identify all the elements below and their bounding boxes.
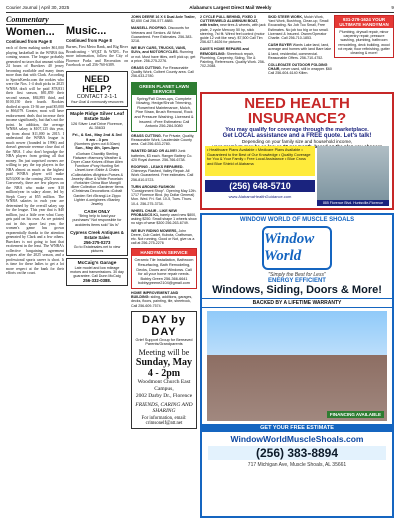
insurance-photo-caption: 885 Florence Blvd. Huntsville-Florence [317, 200, 389, 206]
handyman-box-column [334, 15, 394, 91]
estate-sale-title: Maple Ridge Silver Leaf Estate Sale [70, 111, 124, 122]
ww-quote: GET YOUR FREE ESTIMATE [202, 424, 392, 432]
classified-ad-title: WE BUY CARS, TRUCKS, VANS, SUVs, and MOTORCYCLES. [131, 46, 187, 55]
classified-ad [200, 47, 266, 68]
handyman-title: HANDYMAN SERVICE [132, 249, 196, 256]
insurance-sub-1: You may qualify for coverage through the marketplace. [225, 127, 369, 133]
classified-ad [131, 15, 197, 23]
music-body: Burnes, First Metro Bank, and Big River Broadcasting - WQLT & WXFL. For more information, follow the City of Florence Parks and Recreation on Facebook or call 256-760-6389. [66, 45, 128, 67]
cypress-title: Cypress Creek Antiques & Estate Sales [70, 229, 124, 240]
continued-line-music: Continued from Page 8 [66, 38, 112, 43]
classified-ad-title: TURN AROUND FASHION [131, 184, 175, 189]
insurance-phone: (256) 648-5710 [205, 180, 315, 192]
handyman-ad [131, 248, 197, 289]
classified-ad-title: WANTED DEAD OR ALIVE! [131, 149, 178, 154]
dbd-info: For information, email: crimsonelf@att.net [141, 415, 187, 426]
ultimate-handyman-body: Plumbing, drywall repair, minor carpentry repair, pressure washing, plumbing, bathroom remodeling, deck building, wood rot repair, floor refinishing, gutter cleaning & more! [338, 30, 390, 56]
classified-ad-body: "Consignment Shop". Opening May 12th. 1717 Florence Blvd. (by Dollar General) Mon. Wed. Fri. Sat. 10-5, Tues. Thurs. 10-4. 256-275-3734. [131, 189, 197, 206]
dbd-date: Sunday, May 4 - 2pm [135, 356, 193, 379]
music-column [66, 15, 128, 515]
classified-ad [131, 26, 197, 43]
ww-phone: (256) 383-8894 [208, 446, 386, 460]
classified-ad-body: siding, additions, garages, decks, floors, painting, tile, sheetrock, Call 256-609-7574. [131, 295, 193, 308]
ww-logo: Window World [262, 226, 332, 270]
ww-financing: FINANCING AVAILABLE [327, 411, 384, 418]
classified-ad-title: JOHN DEERE 16 X 6 Dual Axle Trailer, [131, 15, 196, 19]
header-center: Alabama's Largest Direct Mail Weekly [189, 5, 272, 10]
classified-ad-body: Discounts for Veterans and Seniors. All Work Guaranteed. Free Estimates. 256-383-3218. [131, 26, 193, 44]
classifieds-column-3 [131, 15, 197, 515]
estate-sale-address: 126 Silver Leaf Drive Florence, AL 35633 [70, 121, 124, 130]
classified-ad-title: COLLEGIATE OUTDOOR FOLDING CHAIR, [268, 63, 328, 72]
classified-ad-title: ROOFING - LEAKS REPAIRED. [131, 165, 184, 170]
cypress-web: Go to Estatesales.net to view pictures [73, 244, 121, 253]
insurance-features: • Healthcare Plans Available • Medicare Plans Available • Guaranteed to the Best of Our Knowledge • Quality Coverage for You & Your Family • Free Local Assistance • Blue Cross and Blue Shield of Alabama [205, 146, 315, 176]
mccaig-title: McCaig's Garage [77, 260, 117, 266]
header-left: Courier Journal | April 30, 2025 [6, 5, 70, 10]
dbd-place-1: Woodmont Church East Campus, [137, 378, 191, 392]
page-header [6, 3, 394, 13]
classifieds-column-4 [200, 15, 266, 91]
insurance-sub-2: Get LOCAL assistance and a FREE quote. Let's talk! [222, 133, 372, 139]
green-planet-title: GREEN PLANET LAWN SERVICES [132, 83, 196, 95]
classified-ad-body: John Deere, Cub Cadet, Kubota, Craftsman, etc. Not running, Good or Not, give us a call at 256-275-2276 [131, 228, 195, 246]
classified-ad-body: Mulch Work, Yard Work, Bushhog, Clean-up, Small Excavating. No Job Too Small, Free Estimates. No job too big or too small. Licensed & Insured. Owner/Operator Charlie. Call 256-710-1853. [268, 15, 329, 41]
dbd-logo: DAY by DAY [142, 313, 186, 338]
classified-ad-body: Running or not. Must have titles, we'll pick up, get a price. 256-275-2276. [131, 50, 196, 63]
day-by-day-ad [131, 311, 197, 429]
need-help-box [66, 71, 128, 107]
need-help-sub: Your Goal & community resources [70, 99, 124, 104]
insurance-line-1: Depending on your family size and household income, [241, 139, 353, 144]
ww-energy: ENERGY EFFICIENT [268, 278, 326, 284]
classified-ad [131, 66, 197, 79]
health-insurance-ad [200, 92, 394, 210]
classified-ad-body: For Reasonable Quality Work, Colbert County area. Call 256-633-2780. [131, 66, 194, 79]
estate-sale-numbers: (Numbers given out 8:30am) [74, 141, 120, 146]
classified-ad-title: WHEEL CHAIR - LIKE NEW PROBASICS K1, [131, 208, 178, 218]
insurance-url: www.AlabamaHealthGuidance.com [228, 194, 292, 199]
classified-ad-title: 2 CYCLE PULL BEHIND, FIXED 3 CUTTER/WELD ALUMINUM BOAT, with trailer, [200, 15, 259, 28]
continued-line: Continued from Page 8 [6, 39, 52, 44]
cypress-phone: 256-275-0273 [83, 239, 111, 245]
mccaig-phone: 256-332-0388. [83, 278, 111, 284]
insurance-photo [317, 146, 389, 206]
ww-main-text: Windows, Siding, Doors & More! [212, 284, 382, 296]
ww-tagline: "Simply the Best for Less" [268, 272, 326, 278]
article-headline: Women... [6, 26, 55, 38]
estate-sale-ad [66, 109, 128, 256]
dbd-subtitle: Grief Support Group for Bereaved Parents/Grandparents [135, 337, 193, 346]
classified-ad [131, 291, 197, 308]
classified-ad [131, 46, 197, 63]
classified-ad-title: GRASS CUTTING. [131, 133, 163, 138]
estate-sale-time: 9 am - 3 pm [85, 136, 108, 142]
classified-ad-body: $2,650 Call 256-577-8885. [131, 19, 174, 24]
mccaig-ad [66, 258, 128, 287]
classified-ad-title: WE BUY RIDING MOWERS, [131, 228, 179, 233]
ww-top-title: WINDOW WORLD OF MUSCLE SHOALS [239, 217, 355, 223]
classified-ad-title: SKID STEER WORK, [268, 15, 304, 19]
classified-ad [200, 15, 266, 44]
dbd-place-2: 2002 Darby Dr., Florence [135, 392, 193, 399]
classified-ad-body: barely used new $800, asking $250. Small shape 1 wheels show no sign of wear $300 256-263-6749. [131, 213, 197, 226]
classified-ad-body: Junk batteries, $3 each. Ranger Battery Co. 420 Royal Avenue. 256-766-6738. [131, 149, 193, 162]
classified-ad [268, 15, 332, 40]
dbd-friends: FRIENDS, CARING AND SHARING [135, 401, 193, 414]
classified-ad-body: Chimneys Flashed, Valley Repair. All Work Guaranteed. Free estimates. Call 256-810-5723. [131, 169, 194, 182]
classified-ad [131, 185, 197, 206]
insurance-headline: NEED HEALTH INSURANCE? [244, 95, 350, 127]
classified-ad-body: Wants Lake land, land, acreage and homes with land Bare lake & land, residential, commercial. Reasonable Offers. 256-710-4752. [268, 43, 332, 60]
mccaig-body: Late model and low mileage motors and transmissions. 30 day guarantee. Call Dunn McCaig [70, 265, 124, 279]
handyman-body: Ceramic Tile Installation, Bathroom Resurfacing, Bath Remodeling, Decks, Doors and Windows. Call for all your home repair needs. Bobby Green 256-366-6641 bobbygreene2104@gmail.com [134, 258, 194, 286]
ww-house-photo [207, 311, 387, 421]
green-planet-ad [131, 82, 197, 132]
ww-website: WindowWorldMuscleShoals.com [230, 434, 364, 444]
classified-ad [131, 229, 197, 246]
classified-ad-title: DAVE'S HOME REPAIRS and REMODELING: [200, 47, 249, 56]
window-world-ad [200, 213, 394, 518]
classifieds-column-5 [268, 15, 332, 91]
need-help-contact: CONTACT 2-1-1 [76, 93, 118, 100]
estate-sale-note: "Bring help to load your purchases" Not responsible for accidents Items sold "As Is" [72, 214, 122, 227]
need-help-title: NEED HELP? [82, 73, 112, 94]
classified-ad-title: HOME IMPROVEMENT AND BUILDING: [131, 291, 179, 300]
classified-ad-title: MANSELL ROOFING. [131, 26, 169, 31]
ww-backed: BACKED BY A LIFETIME WARRANTY [202, 298, 392, 308]
classified-ad-title: GRASS CUTTING. [131, 66, 163, 71]
classified-ad [131, 149, 197, 162]
section-title: Commentary [6, 15, 64, 25]
ultimate-handyman-title: 931-279-1624 YOUR ULTIMATE HANDYMAN [335, 16, 393, 28]
classified-ad [131, 209, 197, 226]
estate-sale-dates: Fri., & Sat., May 2nd & 3rd [72, 131, 122, 137]
ultimate-handyman-ad [334, 15, 394, 58]
article-headline-music: Music... [66, 25, 107, 37]
classified-ad-body: new tires & wheels, with jack plate, 2 cycle Mercury 50 hp, stick steering, 7st fit. Wired feel control (motor guide 12 volt like new). $7,500 Call Tim 256-627-4626 for pictures. [200, 23, 266, 45]
estate-sale-cash: CASH ONLY [83, 209, 111, 215]
estate-sale-sunday: Sun., May 4th, 1pm-3pm [75, 145, 119, 150]
page-number: 9 [391, 5, 394, 10]
green-planet-services: Spring/Fall Clean-ups, Complete Mowing, Hedge/Shrub Trimming, Flowerbed Maintenance, Mulch, Pine Straw, Brush Removal, Rock and Pressure Washing. Licensed & Insured. •Free Estimates• Call Antonio 256-284-5080 [134, 96, 194, 129]
classified-ad [268, 63, 332, 76]
classified-ad [131, 165, 197, 182]
dbd-meeting: Meeting will be [138, 347, 190, 357]
classified-ad-title: CASH BUYER [268, 43, 293, 48]
classified-ad [268, 43, 332, 60]
article-body: each of them making under $61,000 playing basketball in the WNBA this coming season. The league probably generated no taxes that amount within 24 hours of Bueckers 40 jersey becoming available and many times more than that with Clark. According to SportsKeeda.com the rookies who were the Nos. 1-4 draft picks in 2025 WNBA draft will be paid $78,831 their first season, $81,859 their second season, $84,895 third, and $100,150 their fourth. Rookies drafted at spots 13-36 are paid $5,000 to $66,079. Greater, most will have endorsement deals that increase their income significantly, but that's not the point. In addition, the average WNBA salary is $107,125 this year, up from about $11,000 in 2015. I understand the WNBA league is much newer (founded in 1996) and doesn't generate revenue close that of the NBA. I also don't begrudge the NBA players from getting all that money. I'm just surprised owners are willing to pay the top players in the NBA almost as much as the highest paid WNBA player will make $253,000 in the coming 2025 season. Conversely, there are few players on the NBA who make over $10 million/year in salary alone, led by Steph Curry at $55 million. The WNBA salaries in each year are determined by the overall salary cap for the league. This year that is $40 million, just a little over what Curry gets paid on his own. As we pointed out in this space last year, the women's game has grown exponentially thanks to the attention generated by Clark and a few others. Bueckers is not going to hurt that excitement in the least. The WNBA's collective bargaining agreement expires after the 2025 season, and a professional sports career is short. It is time for these ladies to get a lot more respect at the bank for their efforts on the court. [6, 46, 64, 275]
classified-ad-body: For Private, Quality, Reasonable Work, Lauderdale County area. Call 256-633-2780. [131, 133, 195, 147]
classified-ad [131, 134, 197, 147]
estate-sale-items: •Gorham Chantilly Sterling Flatware •Harmony Weather & Dryer •Case Knives •Ethan Allen Furniture •Pony Hunting Set •Jewel-tone •Table & Chairs •Collectables •Brighton Purses & Jewelry •Blue & White Porcelain •Yorkshire China Blue Mongill •Beer Collection •Gardener Items •Christmas Decorations •Cobalt Garden Set •Strangl-Le Zippo Lighter •Lomiginees •Stanley Jewelry [70, 151, 124, 206]
ww-address: 717 Michigan Ave, Muscle Shoals, AL 35661 [247, 462, 347, 468]
classified-ad-body: never used, still in wrapper. $60 Call 256-604-6140 Killen. [268, 67, 332, 76]
commentary-column [6, 15, 64, 515]
classified-ad-body: Sheetrock repair, Plumbing, Carpentry, Siding, Tile & Painting, References. Quality Work. 256-702-2088. [200, 51, 266, 69]
